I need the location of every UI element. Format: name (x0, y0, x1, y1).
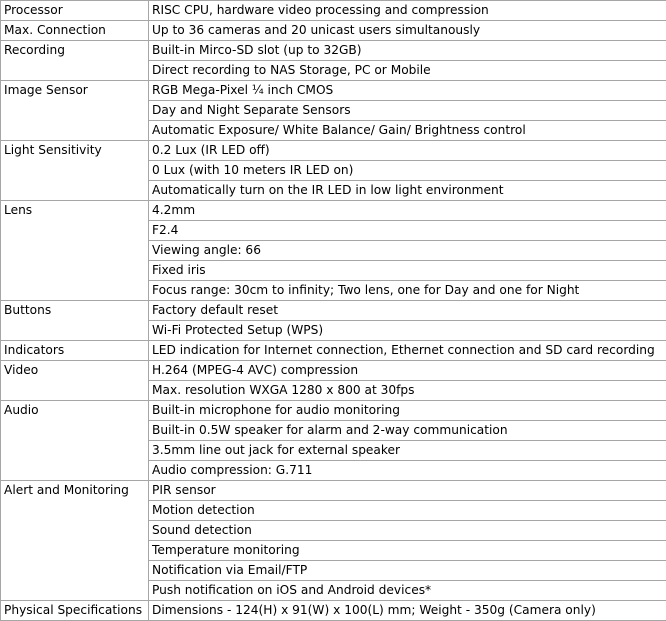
spec-row (1, 601, 666, 621)
spec-row (1, 201, 666, 221)
spec-value: Push notification on iOS and Android devices* (149, 581, 666, 601)
spec-value: Built-in Mirco-SD slot (up to 32GB) (149, 41, 666, 61)
spec-category: Lens (1, 201, 149, 301)
spec-category: Video (1, 361, 149, 401)
spec-value: 3.5mm line out jack for external speaker (149, 441, 666, 461)
spec-category: Recording (1, 41, 149, 81)
spec-value: PIR sensor (149, 481, 666, 501)
spec-row (1, 1, 666, 21)
spec-value: Day and Night Separate Sensors (149, 101, 666, 121)
spec-value: F2.4 (149, 221, 666, 241)
spec-value: Factory default reset (149, 301, 666, 321)
spec-row (1, 401, 666, 421)
spec-category: Indicators (1, 341, 149, 361)
spec-table-body (1, 1, 666, 621)
spec-row (1, 481, 666, 501)
spec-category: Light Sensitivity (1, 141, 149, 201)
spec-row (1, 141, 666, 161)
spec-row (1, 21, 666, 41)
spec-category: Physical Specifications (1, 601, 149, 621)
spec-row (1, 41, 666, 61)
spec-category: Alert and Monitoring (1, 481, 149, 601)
spec-value: Max. resolution WXGA 1280 x 800 at 30fps (149, 381, 666, 401)
spec-value: Motion detection (149, 501, 666, 521)
spec-value: Focus range: 30cm to infinity; Two lens, one for Day and one for Night (149, 281, 666, 301)
spec-category: Processor (1, 1, 149, 21)
spec-value: 0.2 Lux (IR LED off) (149, 141, 666, 161)
spec-value: Sound detection (149, 521, 666, 541)
spec-value: RGB Mega-Pixel ¼ inch CMOS (149, 81, 666, 101)
spec-value: Dimensions - 124(H) x 91(W) x 100(L) mm; Weight - 350g (Camera only) (149, 601, 666, 621)
spec-row (1, 341, 666, 361)
spec-row (1, 301, 666, 321)
spec-value: Automatic Exposure/ White Balance/ Gain/ Brightness control (149, 121, 666, 141)
spec-value: Built-in 0.5W speaker for alarm and 2-way communication (149, 421, 666, 441)
spec-category: Max. Connection (1, 21, 149, 41)
spec-value: Built-in microphone for audio monitoring (149, 401, 666, 421)
spec-value: Up to 36 cameras and 20 unicast users simultanously (149, 21, 666, 41)
spec-value: Temperature monitoring (149, 541, 666, 561)
spec-value: Audio compression: G.711 (149, 461, 666, 481)
spec-category: Image Sensor (1, 81, 149, 141)
spec-value: Fixed iris (149, 261, 666, 281)
spec-value: 4.2mm (149, 201, 666, 221)
spec-value: Automatically turn on the IR LED in low light environment (149, 181, 666, 201)
spec-row (1, 361, 666, 381)
spec-value: Viewing angle: 66 (149, 241, 666, 261)
spec-value: Notification via Email/FTP (149, 561, 666, 581)
spec-row (1, 81, 666, 101)
spec-value: Direct recording to NAS Storage, PC or Mobile (149, 61, 666, 81)
spec-value: LED indication for Internet connection, Ethernet connection and SD card recording (149, 341, 666, 361)
spec-value: Wi-Fi Protected Setup (WPS) (149, 321, 666, 341)
spec-value: 0 Lux (with 10 meters IR LED on) (149, 161, 666, 181)
spec-category: Buttons (1, 301, 149, 341)
spec-category: Audio (1, 401, 149, 481)
spec-value: H.264 (MPEG-4 AVC) compression (149, 361, 666, 381)
spec-value: RISC CPU, hardware video processing and compression (149, 1, 666, 21)
